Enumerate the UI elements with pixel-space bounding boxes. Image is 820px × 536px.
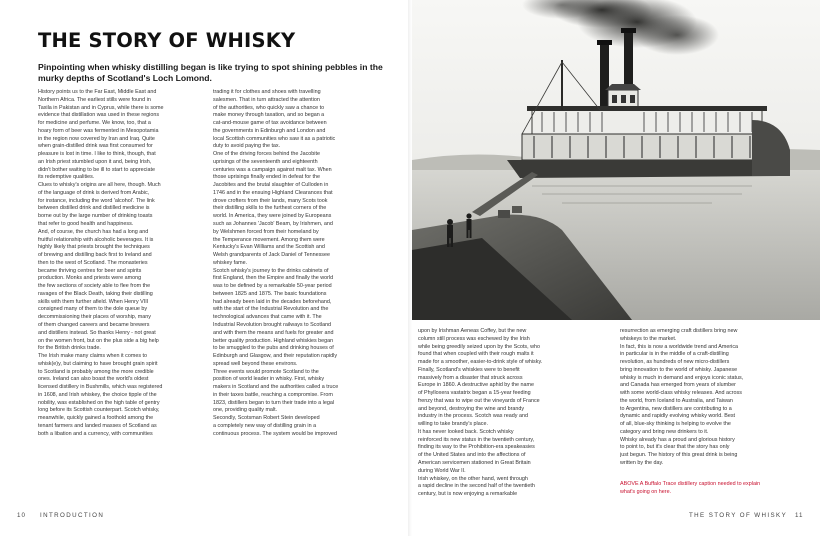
body-text-line: Irish whiskey, on the other hand, went through (418, 475, 528, 482)
body-text-line: long before its Scottish counterpart. Scotch whisky, (38, 407, 160, 414)
body-column-2 (213, 89, 395, 519)
body-text-line: between 1825 and 1875. The basic foundations (213, 290, 327, 297)
body-text-line: century, but is now enjoying a remarkable (418, 491, 518, 498)
body-text-line: found that when coupled with their rough malts it (418, 351, 534, 358)
body-text-line: make money through taxation, and so began a (213, 112, 325, 119)
body-text-line: position of world leader in whisky. First, whisky (213, 376, 325, 383)
body-text-line: cat-and-mouse game of tax avoidance between (213, 120, 327, 127)
body-text-line: first England, then the Empire and finally the world (213, 275, 334, 282)
body-text-line: local Scottish communities who saw it as a patriotic (213, 135, 336, 142)
body-text-line: bring innovation to the world of whisky. Japanese (620, 366, 738, 373)
body-text-line: hoary form of beer was fermented in Mesopotamia (38, 127, 159, 134)
body-text-line: and Canada has emerged from years of slumber (620, 382, 736, 389)
body-text-line: with the start of the Industrial Revolution and the (213, 306, 329, 313)
body-text-line: Jacobites and the brutal slaughter of Culloden in (213, 182, 329, 189)
body-text-line: became thriving centres for beer and spirits (38, 267, 142, 274)
body-text-line: to Scotland is probably among the more credible (38, 368, 154, 375)
body-text-line: salesmen. That in turn attracted the attention (213, 96, 320, 103)
steamboat-photo-illustration (412, 0, 820, 320)
caption-line: ABOVE A Buffalo Trace distillery caption needed to explain (620, 481, 761, 487)
standfirst-line: Pinpointing when whisky distilling began is like trying to spot shining pebbles in the (38, 62, 383, 72)
body-text-line: ravages of the Black Death, taking their distilling (38, 290, 153, 297)
body-text-line: in particular is in the middle of a craft-distilling (620, 351, 729, 358)
body-text-line: with some world-class whisky releases. And across (620, 390, 742, 397)
body-text-line: just begun. The history of this great drink is being (620, 452, 738, 459)
body-text-line: duty to avoid paying the tax. (213, 143, 281, 150)
body-text-line: then to the west of Scotland. The monasteries (38, 259, 148, 266)
body-text-line: decommissioning their places of worship, many (38, 314, 151, 321)
standfirst-line: murky depths of Scotland's Loch Lomond. (38, 73, 212, 83)
body-text-line: Edinburgh and Glasgow, and their reputation rapidly (213, 353, 338, 360)
body-text-line: 1823, distillers began to turn their trade into a legal (213, 399, 335, 406)
body-text-line: made for a smoother, easier-to-drink style of whisky. (418, 359, 543, 366)
body-text-line: one, providing quality malt. (213, 407, 278, 414)
body-text-line: industry in the process. Scotch was ready and (418, 413, 528, 420)
body-text-line: the Temperance movement. Among them were (213, 236, 325, 243)
body-text-line: had already been laid in the decades beforehand, (213, 298, 332, 305)
body-text-line: of the United States and into the affections of (418, 452, 526, 459)
body-text-line: Three events would promote Scotland to the (213, 368, 319, 375)
body-text-line: the governments in Edinburgh and London and (213, 127, 326, 134)
body-text-line: reinforced its new status in the twentieth century, (418, 436, 535, 443)
running-head-left: INTRODUCTION (40, 512, 105, 519)
body-text-line: spread well beyond these environs. (213, 360, 298, 367)
body-text-line: trading it for clothes and shoes with travelling (213, 89, 321, 95)
body-text-line: whisky is much in demand and enjoys iconic status, (620, 374, 744, 381)
body-text-line: and distillers instead. So thanks Henry - not great (38, 329, 156, 336)
body-text-line: Whisky already has a proud and glorious history (620, 436, 735, 443)
body-text-line: its redemptive qualities. (38, 174, 95, 181)
body-text-line: Finally, Scotland's whiskies were to benefit (418, 366, 520, 373)
body-text-line: Secondly, Scotsman Robert Stein developed (213, 415, 320, 422)
body-text-line: One of the driving forces behind the Jacobite (213, 151, 320, 158)
body-text-line: of them changed careers and became brewers (38, 321, 150, 328)
caption-line: what's going on here. (620, 488, 672, 495)
body-text-line: borne out by the large number of drinking toasts (38, 213, 153, 220)
body-text-line: Clues to whisky's origins are all here, though. Much (38, 182, 161, 189)
body-text-line: in their taxes battle, reaching a compromise. From (213, 391, 333, 398)
body-text-line: and with them the means and fuels for greater and (213, 329, 334, 336)
body-text-line: the world, from Iceland to Australia, and Taiwan (620, 397, 733, 404)
body-text-line: tenant farmers and landed masses of Scotland as (38, 422, 157, 429)
body-text-line: massively from a disaster that struck across (418, 374, 523, 381)
page-number-right: 11 (795, 512, 804, 519)
body-text-line: 1746 and in the ensuing Highland Clearances that (213, 189, 333, 196)
body-text-line: The Irish make many claims when it comes to (38, 353, 148, 360)
body-text-line: while being greedily seized upon by the Scots, who (418, 343, 540, 350)
body-text-line: makers in Scotland and the authorities called a truce (213, 384, 339, 391)
body-text-line: Taxila in Pakistan and in Cyprus, while there is some (38, 104, 164, 111)
body-text-line: And, of course, the church has had a long and (38, 228, 149, 235)
photo-caption (620, 481, 810, 497)
body-text-line: when grain-distilled drink was first consumed for (38, 143, 153, 150)
body-text-line: History points us to the Far East, Middle East and (38, 89, 157, 95)
body-text-line: pleasure is lost in time. I like to think, though, that (38, 151, 156, 158)
article-standfirst (38, 62, 398, 84)
body-text-line: of the language of drink is derived from Arabic, (38, 189, 150, 196)
body-text-line: It has never looked back. Scotch whisky (418, 428, 514, 435)
body-text-line: revolution, as hundreds of new micro-distillers (620, 359, 730, 366)
body-text-line: whiskey fame. (213, 259, 248, 266)
body-text-line: during World War II. (418, 467, 466, 474)
body-text-line: of brewing and distilling back first to Ireland and (38, 252, 152, 259)
body-text-line: American servicemen stationed in Great Britain (418, 460, 531, 467)
body-text-line: to be smuggled to the pubs and drinking houses of (213, 345, 334, 352)
body-text-line: willing to take brandy's place. (418, 421, 488, 428)
body-text-line: dynamic and rapidly evolving whisky world. Best (620, 413, 736, 420)
body-text-line: both a libation and a currency, with communities (38, 430, 153, 437)
body-column-4 (620, 328, 810, 478)
body-text-line: for instance, including the word 'alcohol'. The link (38, 197, 155, 204)
body-text-line: for the British drinks trade. (38, 345, 101, 352)
body-text-line: drove crofters from their lands, many Scots took (213, 197, 328, 204)
body-text-line: Northern Africa. The earliest stills were found in (38, 96, 151, 103)
body-text-line: that refer to good health and happiness. (38, 221, 134, 228)
body-text-line: Kentucky's Evan Williams and the Scottish and (213, 244, 325, 251)
body-text-line: an Irish priest stumbled upon it and, being Irish, (38, 158, 152, 165)
body-text-line: whisk(e)y, but claiming to have brought grain spirit (38, 360, 158, 367)
body-text-line: column still process was eschewed by the Irish (418, 335, 530, 342)
body-text-line: continuous process. The system would be improved (213, 430, 337, 437)
body-text-line: on the women front, but on the plus side a big help (38, 337, 159, 344)
body-text-line: world. In America, they were joined by Europeans (213, 213, 332, 220)
article-title: THE STORY OF WHISKY (38, 29, 296, 52)
body-text-line: was to be defined by a remarkable 50-year period (213, 283, 332, 290)
body-text-line: whiskeys to the market. (620, 335, 677, 342)
body-text-line: in the region now covered by Iran and Iraq. Quite (38, 135, 155, 142)
body-text-line: production. Monks and priests were among (38, 275, 142, 282)
body-text-line: resurrection as emerging craft distillers bring new (620, 328, 738, 334)
body-text-line: didn't bother waiting to be ill to start to appreciate (38, 166, 155, 173)
body-text-line: in 1608, and Irish whiskey, the choice tipple of the (38, 391, 157, 398)
body-text-line: their distilling skills to the furthest corners of the (213, 205, 327, 212)
body-text-line: to Argentina, new distillers are contributing to a (620, 405, 732, 412)
body-column-1 (38, 89, 216, 519)
body-text-line: of the authorities, who quickly saw a chance to (213, 104, 325, 111)
body-text-line: highly likely that priests brought the techniques (38, 244, 150, 251)
body-text-line: of all, blue-sky thinking is helping to evolve the (620, 421, 731, 428)
body-text-line: In fact, this is now a worldwide trend and America (620, 343, 739, 350)
body-text-line: licensed distillery in Bushmills, which was registered (38, 384, 163, 391)
steamboat-photo (412, 0, 820, 320)
body-text-line: Europe in 1860. A destructive aphid by the name (418, 382, 534, 389)
body-text-line: technological advances that came with it. The (213, 314, 322, 321)
body-text-line: such as Johannes 'Jacob' Beam, by Irishmen, and (213, 221, 333, 228)
running-head-right: THE STORY OF WHISKY (689, 512, 788, 519)
body-column-3 (418, 328, 606, 518)
body-text-line: consigned many of them to the dole queue by (38, 306, 148, 313)
body-text-line: finding its way to the Prohibition-era speakeasies (418, 444, 535, 451)
body-text-line: and beyond, destroying the wine and brandy (418, 405, 525, 412)
body-text-line: those uprisings finally ended in defeat for the (213, 174, 320, 181)
body-text-line: to point to, but it's clear that the story has only (620, 444, 730, 451)
body-text-line: written by the day. (620, 460, 664, 467)
body-text-line: centuries was a campaign against malt tax. When (213, 166, 332, 173)
body-text-line: frenzy that was to wipe out the vineyards of France (418, 397, 540, 404)
body-text-line: Industrial Revolution brought railways to Scotland (213, 321, 332, 328)
body-text-line: category and bring new drinkers to it. (620, 428, 709, 435)
body-text-line: ones. Ireland can also boast the world's oldest (38, 376, 149, 383)
body-text-line: better quality production. Highland whiskies began (213, 337, 334, 344)
body-text-line: of Phylloxera vastatrix began a 15-year feeding (418, 390, 531, 397)
body-text-line: between distilled drink and distilled medicine is (38, 205, 150, 212)
body-text-line: evidence that distillation was used in these regions (38, 112, 160, 119)
body-text-line: fruitful relationship with alcoholic beverages. It is (38, 236, 154, 243)
body-text-line: uprisings of the seventeenth and eighteenth (213, 158, 318, 165)
body-text-line: the few sections of society able to flee from the (38, 283, 151, 290)
page-number-left: 10 (17, 512, 26, 519)
body-text-line: nobility, was established on the high table of gentry (38, 399, 160, 406)
body-text-line: for medicine and perfume. We know, too, that a (38, 120, 151, 127)
body-text-line: Welsh grandparents of Jack Daniel of Tennessee (213, 252, 330, 259)
body-text-line: Scotch whisky's journey to the drinks cabinets of (213, 267, 329, 274)
body-text-line: by Welshmen forced from their homeland by (213, 228, 319, 235)
body-text-line: upon by Irishman Aeneas Coffey, but the new (418, 328, 527, 334)
body-text-line: meanwhile, quickly gained a foothold among the (38, 415, 154, 422)
body-text-line: skills with them further afield. When Henry VIII (38, 298, 149, 305)
body-text-line: a rapid decline in the second half of the twentieth (418, 483, 535, 490)
body-text-line: a completely new way of distilling grain in a (213, 422, 317, 429)
